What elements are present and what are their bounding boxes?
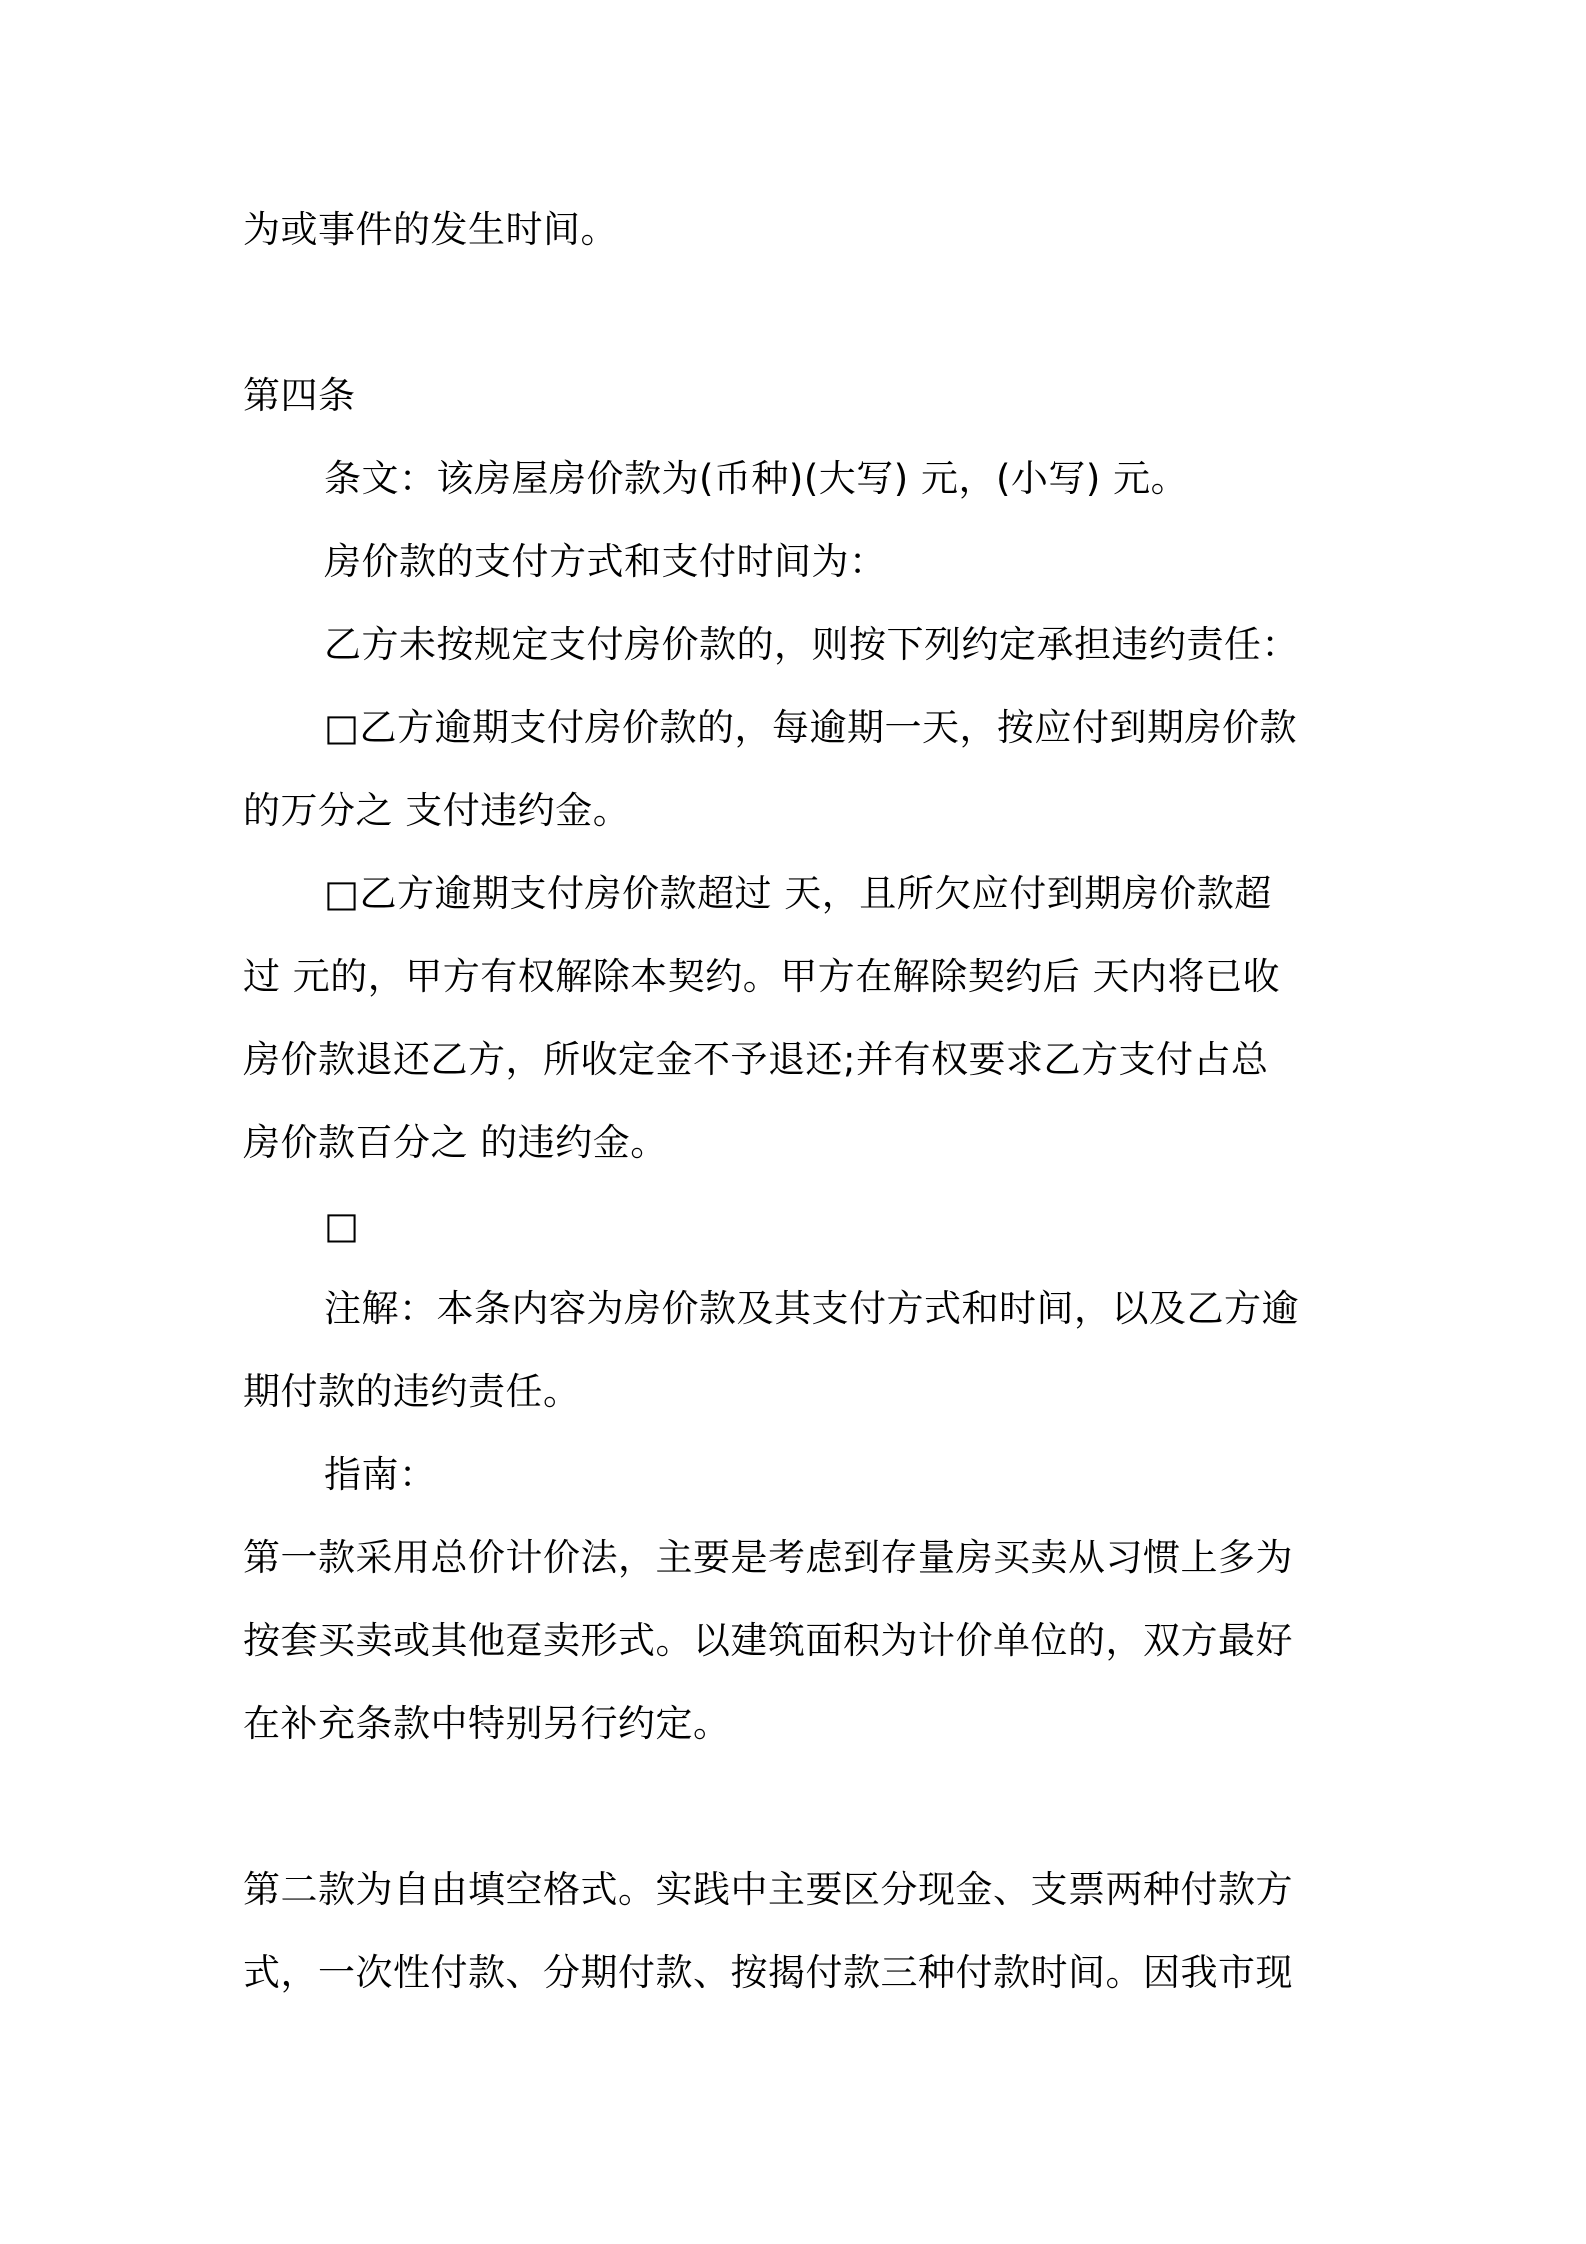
payment-method-line: 房价款的支付方式和支付时间为： bbox=[324, 540, 887, 583]
article-heading: 第四条 bbox=[243, 374, 356, 417]
guide-text-line: 式，一次性付款、分期付款、按揭付款三种付款时间。因我市现 bbox=[243, 1951, 1293, 1994]
article-text: 条文：该房屋房价款为(币种)(大写) 元，(小写) 元。 bbox=[324, 457, 1189, 500]
text-line: 过 元的，甲方有权解除本契约。甲方在解除契约后 天内将已收 bbox=[243, 955, 1281, 998]
text-line: 为或事件的发生时间。 bbox=[243, 208, 618, 251]
guide-text-line: 第一款采用总价计价法，主要是考虑到存量房买卖从习惯上多为 bbox=[243, 1536, 1293, 1579]
guide-label: 指南： bbox=[324, 1453, 437, 1496]
liability-line: 乙方未按规定支付房价款的，则按下列约定承担违约责任： bbox=[324, 623, 1299, 666]
guide-text-line: 第二款为自由填空格式。实践中主要区分现金、支票两种付款方 bbox=[243, 1868, 1293, 1911]
text-line: 期付款的违约责任。 bbox=[243, 1370, 581, 1413]
text-line: 的万分之 支付违约金。 bbox=[243, 789, 631, 832]
empty-checkbox-line: □ bbox=[324, 1204, 360, 1247]
guide-text-line: 在补充条款中特别另行约定。 bbox=[243, 1702, 731, 1745]
guide-text-line: 按套买卖或其他趸卖形式。以建筑面积为计价单位的，双方最好 bbox=[243, 1619, 1293, 1662]
annotation-line: 注解：本条内容为房价款及其支付方式和时间，以及乙方逾 bbox=[324, 1287, 1299, 1330]
text-line: 房价款退还乙方，所收定金不予退还;并有权要求乙方支付占总 bbox=[243, 1038, 1269, 1081]
text-line: 房价款百分之 的违约金。 bbox=[243, 1121, 668, 1164]
checkbox-option-line: □乙方逾期支付房价款的，每逾期一天，按应付到期房价款 bbox=[324, 706, 1297, 749]
checkbox-option-line: □乙方逾期支付房价款超过 天，且所欠应付到期房价款超 bbox=[324, 872, 1272, 915]
